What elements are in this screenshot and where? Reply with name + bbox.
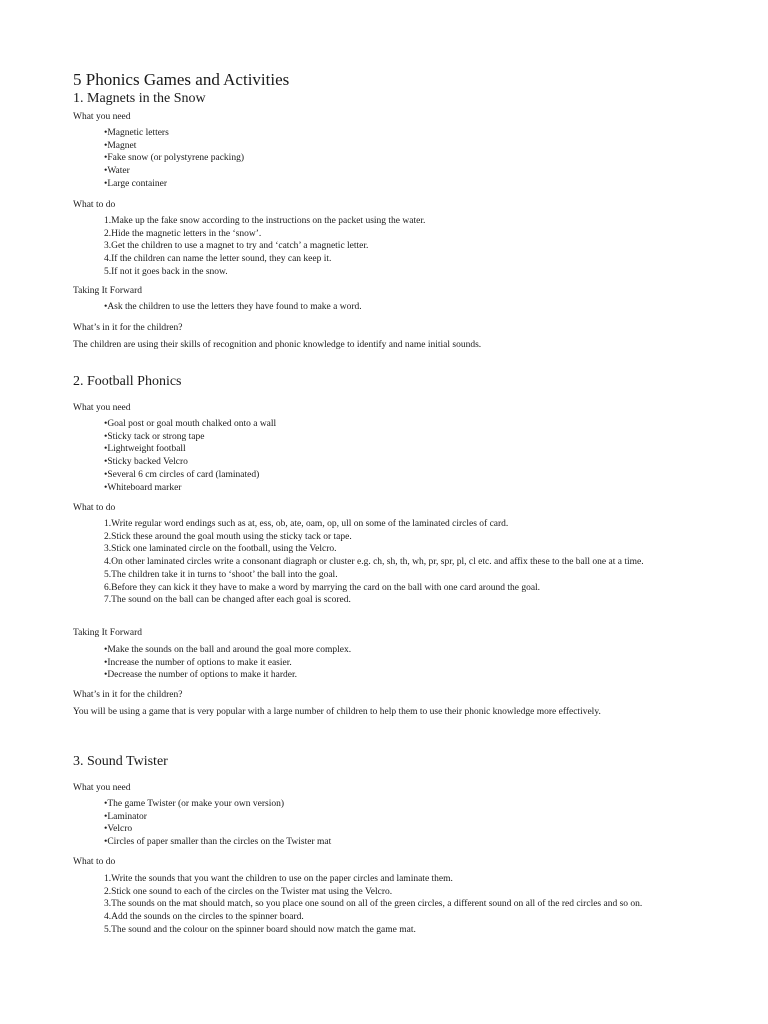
list-item: •The game Twister (or make your own version): [104, 799, 285, 809]
s3-need-list: [73, 798, 724, 849]
list-item: •Whiteboard marker: [104, 482, 182, 493]
s3-need-label: What you need: [73, 783, 131, 793]
list-item: •Ask the children to use the letters they have found to make a word.: [104, 302, 362, 312]
list-item: 5.If not it goes back in the snow.: [104, 266, 228, 277]
list-item: •Make the sounds on the ball and around the goal more complex.: [104, 645, 352, 655]
list-item: 6.Before they can kick it they have to make a word by marrying the card on the ball with one card around the goal.: [104, 582, 541, 593]
list-item: 7.The sound on the ball can be changed after each goal is scored.: [104, 595, 351, 606]
list-item: 1.Write regular word endings such as at, ess, ob, ate, oam, op, ull on some of the laminated circles of card.: [104, 519, 509, 529]
list-item: •Sticky backed Velcro: [104, 457, 188, 468]
list-item: •Increase the number of options to make it easier.: [104, 657, 292, 668]
list-item: 1.Make up the fake snow according to the instructions on the packet using the water.: [104, 216, 426, 226]
list-item: 4.If the children can name the letter sound, they can keep it.: [104, 254, 332, 265]
s3-todo-label: What to do: [73, 857, 116, 867]
list-item: 3.Stick one laminated circle on the football, using the Velcro.: [104, 544, 337, 555]
list-item: 5.The sound and the colour on the spinner board should now match the game mat.: [104, 924, 416, 935]
section-3-title: 3. Sound Twister: [73, 754, 168, 769]
s2-whats-label: What’s in it for the children?: [73, 690, 183, 700]
list-item: 5.The children take it in turns to ‘shoot’ the ball into the goal.: [104, 569, 338, 580]
s2-forward-list: [73, 644, 724, 682]
s2-todo-label: What to do: [73, 503, 116, 513]
list-item: •Several 6 cm circles of card (laminated): [104, 469, 260, 480]
s3-todo-list: [73, 873, 724, 937]
section-1-title: 1. Magnets in the Snow: [73, 91, 206, 106]
s1-forward-list: [73, 301, 724, 314]
list-item: •Sticky tack or strong tape: [104, 431, 205, 442]
list-item: •Velcro: [104, 824, 133, 835]
list-item: •Decrease the number of options to make it harder.: [104, 670, 297, 681]
s2-whats-text: You will be using a game that is very popular with a large number of children to help them to use their phonic knowledge more effectively.: [73, 707, 601, 717]
list-item: •Fake snow (or polystyrene packing): [104, 153, 244, 164]
list-item: 4.On other laminated circles write a consonant diagraph or cluster e.g. ch, sh, th, wh, pr, spr, pl, cl etc. and affix these to the ball one at a time.: [104, 557, 644, 568]
list-item: 3.The sounds on the mat should match, so you place one sound on all of the green circles, a different sound on all of the red circles and so on.: [104, 899, 643, 910]
s1-whats-label: What’s in it for the children?: [73, 323, 183, 333]
s1-whats-text: The children are using their skills of recognition and phonic knowledge to identify and name initial sounds.: [73, 340, 482, 350]
list-item: 4.Add the sounds on the circles to the spinner board.: [104, 912, 304, 923]
s2-forward-label: Taking It Forward: [73, 628, 142, 638]
list-item: •Large container: [104, 178, 168, 189]
s2-need-label: What you need: [73, 403, 131, 413]
list-item: 2.Stick one sound to each of the circles on the Twister mat using the Velcro.: [104, 886, 393, 897]
s2-need-list: [73, 418, 724, 494]
s1-todo-list: [73, 215, 724, 279]
list-item: •Lightweight football: [104, 444, 186, 455]
list-item: •Goal post or goal mouth chalked onto a wall: [104, 419, 277, 429]
list-item: 2.Stick these around the goal mouth using the sticky tack or tape.: [104, 531, 352, 542]
list-item: •Laminator: [104, 811, 147, 822]
list-item: •Magnetic letters: [104, 128, 169, 138]
list-item: •Circles of paper smaller than the circles on the Twister mat: [104, 837, 332, 848]
list-item: 1.Write the sounds that you want the children to use on the paper circles and laminate them.: [104, 874, 453, 884]
section-2-title: 2. Football Phonics: [73, 374, 182, 389]
s1-need-list: [73, 127, 724, 191]
s1-need-label: What you need: [73, 112, 131, 122]
list-item: •Water: [104, 166, 130, 177]
s1-todo-label: What to do: [73, 200, 116, 210]
document-title: 5 Phonics Games and Activities: [73, 70, 290, 89]
list-item: 2.Hide the magnetic letters in the ‘snow’.: [104, 228, 262, 239]
list-item: •Magnet: [104, 140, 137, 151]
list-item: 3.Get the children to use a magnet to try and ‘catch’ a magnetic letter.: [104, 241, 369, 252]
s1-forward-label: Taking It Forward: [73, 286, 142, 296]
s2-todo-list: [73, 518, 724, 607]
